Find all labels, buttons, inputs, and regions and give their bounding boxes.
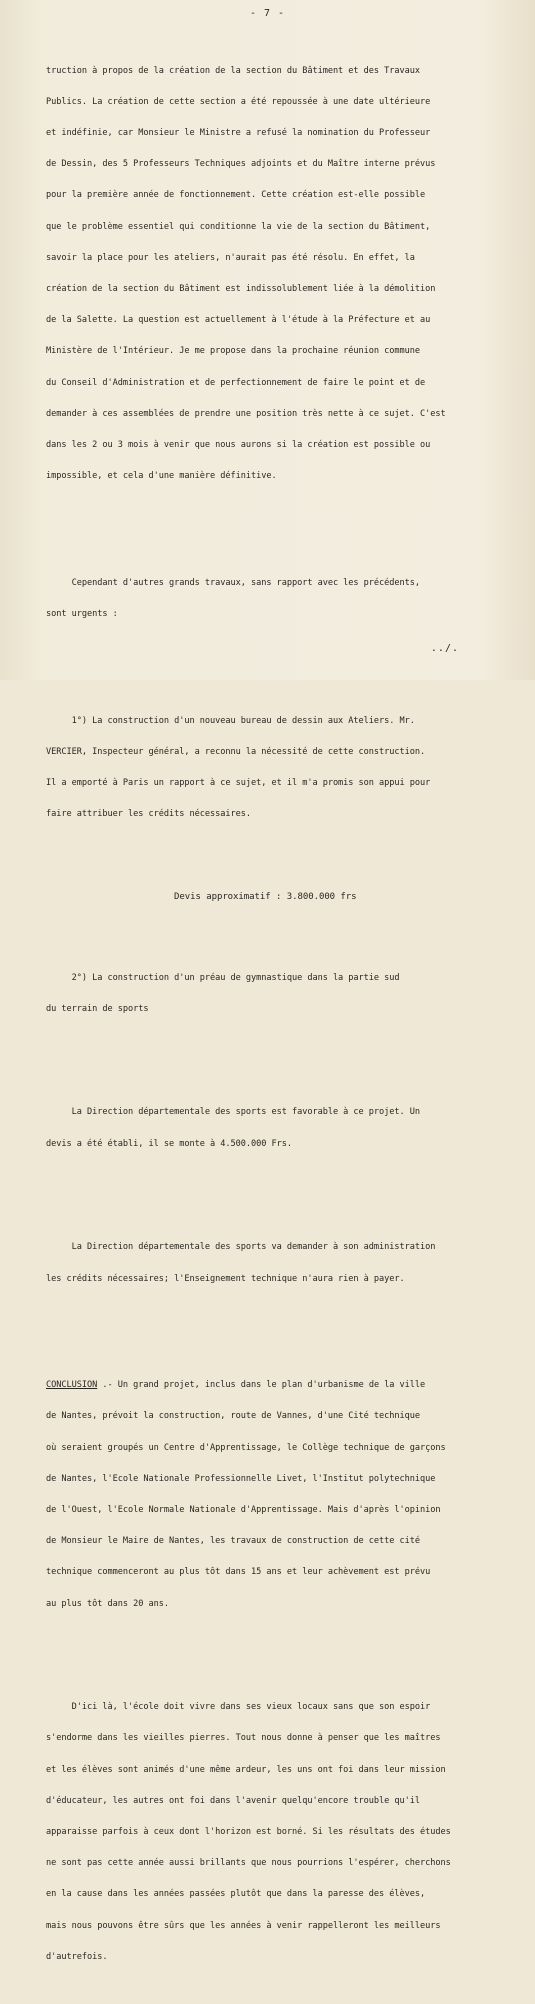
text-line: de l'Ouest, l'Ecole Normale Nationale d'Apprentissage. Mais d'après l'opinion xyxy=(46,1504,441,1515)
text-line: de la Salette. La question est actuellement à l'étude à la Préfecture et au xyxy=(46,315,431,326)
text-line: que le problème essentiel qui conditionne la vie de la section du Bâtiment, xyxy=(46,221,431,232)
paragraph-avenir xyxy=(46,1681,524,1983)
paragraph-credits xyxy=(46,1222,524,1305)
text-line: et les élèves sont animés d'une même ardeur, les uns ont foi dans leur mission xyxy=(46,1764,446,1775)
text-line: savoir la place pour les ateliers, n'aurait pas été résolu. En effet, la xyxy=(46,252,415,263)
text-line: de Dessin, des 5 Professeurs Techniques adjoints et du Maître interne prévus xyxy=(46,159,436,170)
text-line: au plus tôt dans 20 ans. xyxy=(46,1598,169,1609)
text-line: de Nantes, l'Ecole Nationale Professionnelle Livet, l'Institut polytechnique xyxy=(46,1473,436,1484)
text-line: demander à ces assemblées de prendre une position très nette à ce sujet. C'est xyxy=(46,408,446,419)
conclusion-heading: CONCLUSION xyxy=(46,1380,98,1391)
text-line: faire attribuer les crédits nécessaires. xyxy=(46,809,251,820)
text-line: 2°) La construction d'un préau de gymnastique dans la partie sud xyxy=(46,972,400,983)
text-line: La Direction départementale des sports est favorable à ce projet. Un xyxy=(46,1107,421,1118)
text-line: Cependant d'autres grands travaux, sans rapport avec les précédents, xyxy=(46,577,421,588)
text-line: s'endorme dans les vieilles pierres. Tout nous donne à penser que les maîtres xyxy=(46,1733,441,1744)
paragraph-section-batiment xyxy=(46,45,524,503)
text-line: d'autrefois. xyxy=(46,1951,108,1962)
text-line: en la cause dans les années passées plutôt que dans la paresse des élèves, xyxy=(46,1889,426,1900)
text-line: apparaisse parfois à ceux dont l'horizon est borné. Si les résultats des études xyxy=(46,1827,451,1838)
text-line: et indéfinie, car Monsieur le Ministre a refusé la nomination du Professeur xyxy=(46,128,431,139)
paragraph-preau xyxy=(46,952,524,1035)
text-line: où seraient groupés un Centre d'Apprentissage, le Collège technique de garçons xyxy=(46,1442,446,1453)
paragraph-bureau-dessin xyxy=(46,695,524,841)
text-line: truction à propos de la création de la section du Bâtiment et des Travaux xyxy=(46,65,421,76)
text-line: mais nous pouvons être sûrs que les années à venir rappelleront les meilleurs xyxy=(46,1920,441,1931)
text-line xyxy=(46,1380,524,1390)
text-line: D'ici là, l'école doit vivre dans ses vieux locaux sans que son espoir xyxy=(46,1702,431,1713)
text-line: pour la première année de fonctionnement. Cette création est-elle possible xyxy=(46,190,426,201)
text-line: de Monsieur le Maire de Nantes, les travaux de construction de cette cité xyxy=(46,1536,421,1547)
text-line: Ministère de l'Intérieur. Je me propose dans la prochaine réunion commune xyxy=(46,346,421,357)
text-line: La Direction départementale des sports va demander à son administration xyxy=(46,1242,436,1253)
paragraph-conclusion xyxy=(46,1359,524,1629)
text-line: VERCIER, Inspecteur général, a reconnu la nécessité de cette construction. xyxy=(46,746,426,757)
text-line: Il a emporté à Paris un rapport à ce sujet, et il m'a promis son appui pour xyxy=(46,778,431,789)
text-line: création de la section du Bâtiment est indissolublement liée à la démolition xyxy=(46,284,436,295)
text-line: de Nantes, prévoit la construction, route de Vannes, d'une Cité technique xyxy=(46,1411,421,1422)
text-line: du terrain de sports xyxy=(46,1003,149,1014)
page-number: - 7 - xyxy=(249,8,286,19)
text-line: 1°) La construction d'un nouveau bureau de dessin aux Ateliers. Mr. xyxy=(46,715,415,726)
continuation-mark: ../. xyxy=(430,643,459,654)
document-body xyxy=(46,24,524,2004)
text-line: devis a été établi, il se monte à 4.500.000 Frs. xyxy=(46,1138,292,1149)
text-line: impossible, et cela d'une manière définitive. xyxy=(46,471,277,482)
text-line: d'éducateur, les autres ont foi dans l'avenir quelqu'encore trouble qu'il xyxy=(46,1795,421,1806)
conclusion-first-line: .- Un grand projet, inclus dans le plan d'urbanisme de la ville xyxy=(97,1380,426,1391)
text-line: Publics. La création de cette section a été repoussée à une date ultérieure xyxy=(46,96,431,107)
paragraph-direction-favorable xyxy=(46,1087,524,1170)
paragraph-travaux-urgents xyxy=(46,557,524,640)
text-line: du Conseil d'Administration et de perfectionnement de faire le point et de xyxy=(46,377,426,388)
text-line: technique commenceront au plus tôt dans 15 ans et leur achèvement est prévu xyxy=(46,1567,431,1578)
text-line: sont urgents : xyxy=(46,609,118,620)
text-line: ne sont pas cette année aussi brillants que nous pourrions l'espérer, cherchons xyxy=(46,1858,451,1869)
devis-bureau-dessin: Devis approximatif : 3.800.000 frs xyxy=(174,892,357,903)
text-line: les crédits nécessaires; l'Enseignement technique n'aura rien à payer. xyxy=(46,1273,405,1284)
text-line: dans les 2 ou 3 mois à venir que nous aurons si la création est possible ou xyxy=(46,440,431,451)
